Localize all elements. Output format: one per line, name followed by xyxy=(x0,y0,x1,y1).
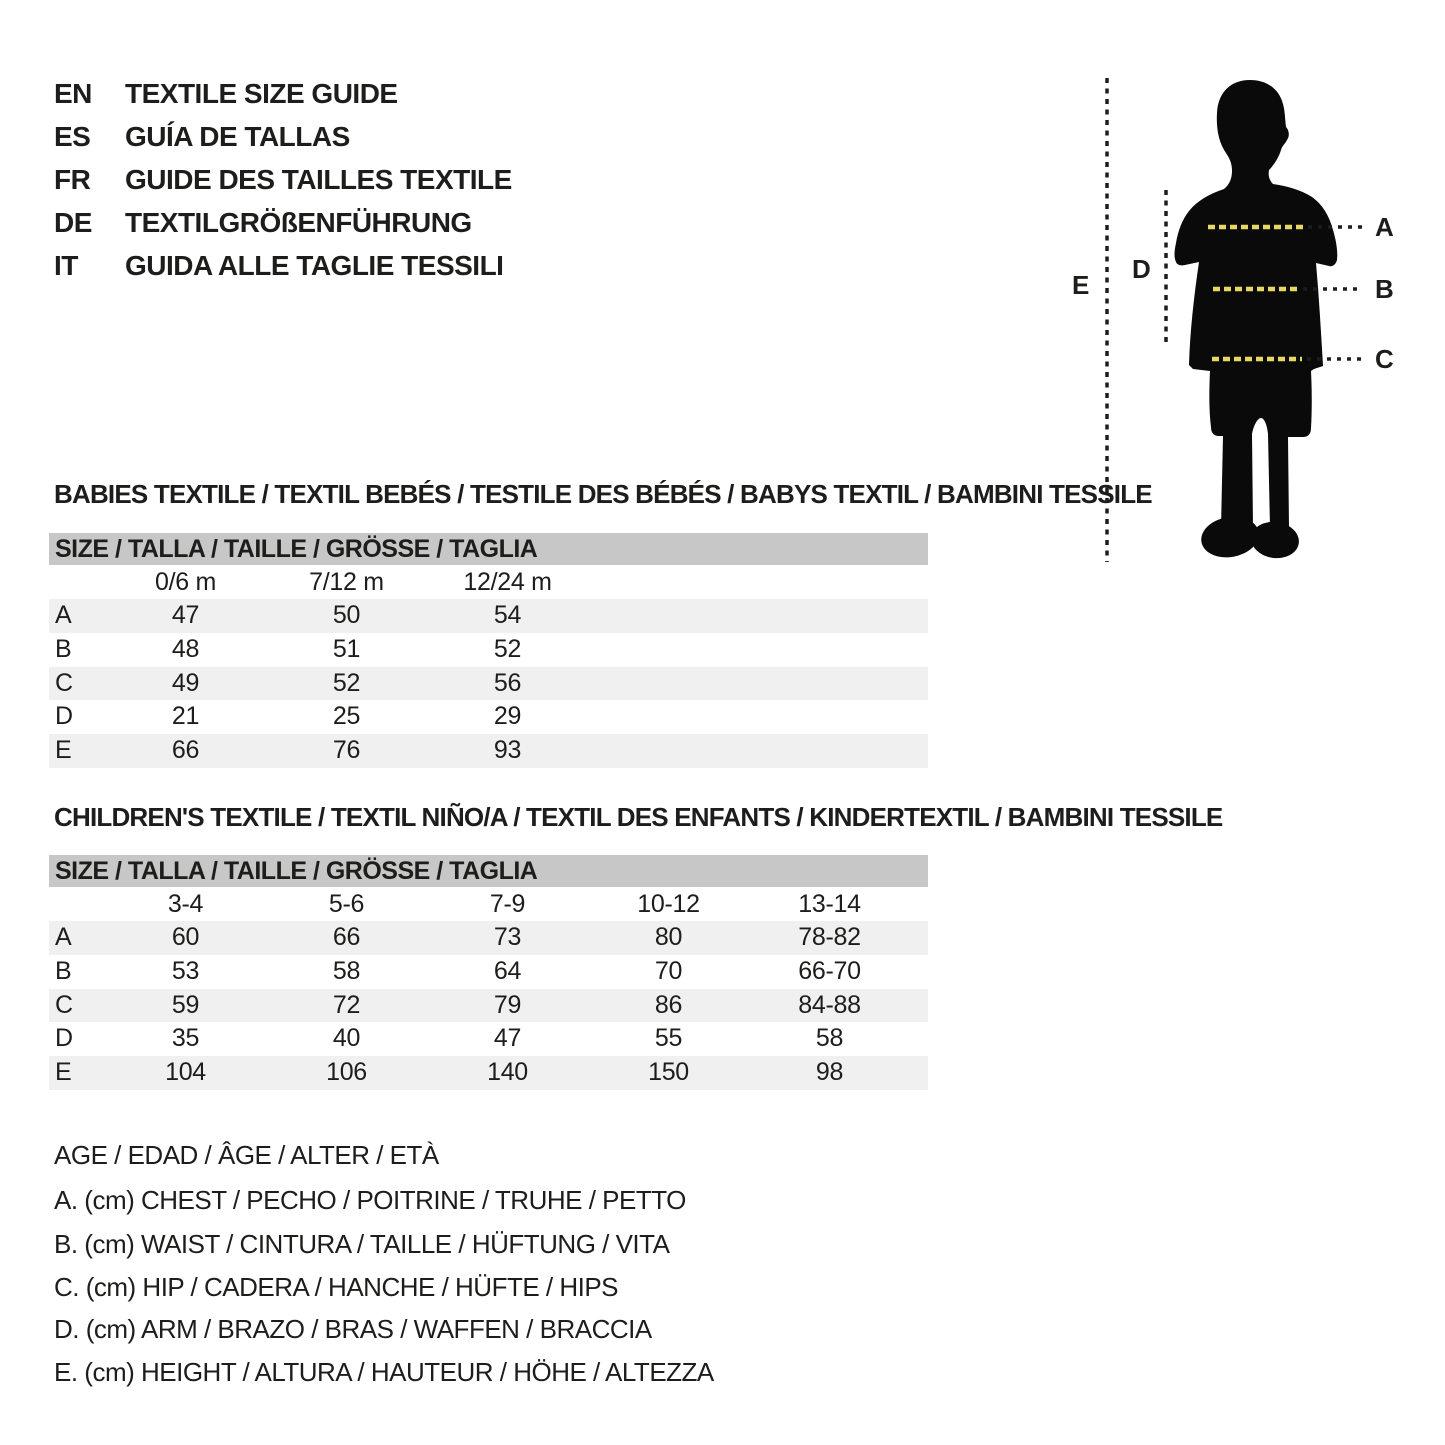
lang-title: GUIDE DES TAILLES TEXTILE xyxy=(125,164,512,195)
children-size-header-bar: SIZE / TALLA / TAILLE / GRÖSSE / TAGLIA xyxy=(49,855,928,887)
children-table-body xyxy=(49,921,928,1090)
column-header: 12/24 m xyxy=(463,568,552,596)
cell: 70 xyxy=(654,956,683,985)
column-header: 7/12 m xyxy=(309,568,384,596)
corner-cell xyxy=(49,888,105,921)
cell: 84-88 xyxy=(798,990,861,1019)
cell: 72 xyxy=(332,990,361,1019)
column-header: 10-12 xyxy=(637,890,700,918)
lang-row-it xyxy=(54,248,503,284)
measurement-figure xyxy=(1060,60,1445,600)
cell: 29 xyxy=(493,702,522,731)
child-silhouette-icon xyxy=(1175,80,1338,528)
row-label: A xyxy=(55,923,72,951)
cell: 52 xyxy=(493,634,522,663)
cell: 47 xyxy=(171,601,200,629)
legend-line-e-height: E. (cm) HEIGHT / ALTURA / HAUTEUR / HÖHE / ALTEZZA xyxy=(54,1357,714,1387)
lang-title: GUIDA ALLE TAGLIE TESSILI xyxy=(125,250,504,281)
table-row xyxy=(49,1056,928,1090)
children-section-heading: CHILDREN'S TEXTILE / TEXTIL NIÑO/A / TEXTIL DES ENFANTS / KINDERTEXTIL / BAMBINI TESSILE xyxy=(54,802,1223,832)
cell: 25 xyxy=(332,702,361,731)
child-shoe-right-icon xyxy=(1249,519,1302,561)
lang-title: TEXTILGRÖßENFÜHRUNG xyxy=(125,207,472,238)
legend-line-d-arm: D. (cm) ARM / BRAZO / BRAS / WAFFEN / BRACCIA xyxy=(54,1314,652,1344)
row-label: C xyxy=(55,668,73,697)
table-row xyxy=(49,921,928,955)
table-row xyxy=(49,989,928,1023)
cell: 58 xyxy=(815,1024,844,1053)
cell: 86 xyxy=(654,990,683,1019)
legend-line-a-chest: A. (cm) CHEST / PECHO / POITRINE / TRUHE / PETTO xyxy=(54,1185,686,1215)
row-label: A xyxy=(55,601,72,629)
cell: 140 xyxy=(487,1058,528,1087)
lang-code: DE xyxy=(54,207,92,238)
cell: 56 xyxy=(493,668,522,697)
row-label: B xyxy=(55,634,72,663)
cell: 80 xyxy=(654,923,683,951)
figure-label-e: E xyxy=(1072,270,1090,300)
children-column-header-row xyxy=(49,888,928,921)
cell: 55 xyxy=(654,1024,683,1053)
cell: 106 xyxy=(326,1058,367,1087)
row-label: C xyxy=(55,990,73,1019)
cell: 53 xyxy=(171,956,200,985)
table-row xyxy=(49,667,928,701)
column-header: 5-6 xyxy=(328,890,365,918)
legend-line-c-hip: C. (cm) HIP / CADERA / HANCHE / HÜFTE / HIPS xyxy=(54,1272,619,1302)
lang-row-en xyxy=(54,76,398,112)
legend-line-age: AGE / EDAD / ÂGE / ALTER / ETÀ xyxy=(54,1140,439,1170)
lang-code: EN xyxy=(54,78,92,109)
figure-label-d: D xyxy=(1132,254,1151,284)
lang-code: FR xyxy=(54,164,91,195)
cell: 79 xyxy=(493,990,522,1019)
cell: 60 xyxy=(171,923,200,951)
row-label: D xyxy=(55,702,73,731)
column-header: 3-4 xyxy=(167,890,204,918)
table-row xyxy=(49,633,928,667)
lang-row-fr xyxy=(54,162,512,198)
cell: 66-70 xyxy=(798,956,861,985)
cell: 47 xyxy=(493,1024,522,1053)
cell: 73 xyxy=(493,923,522,951)
table-row xyxy=(49,700,928,734)
row-label: D xyxy=(55,1024,73,1053)
babies-table-body xyxy=(49,599,928,768)
corner-cell xyxy=(49,566,105,599)
table-row xyxy=(49,1022,928,1056)
cell: 21 xyxy=(171,702,200,731)
babies-column-header-row xyxy=(49,566,928,599)
cell: 78-82 xyxy=(798,923,861,951)
lang-code: ES xyxy=(54,121,91,152)
cell: 50 xyxy=(332,601,361,629)
cell: 59 xyxy=(171,990,200,1019)
figure-label-a: A xyxy=(1375,212,1394,242)
babies-section-heading: BABIES TEXTILE / TEXTIL BEBÉS / TESTILE DES BÉBÉS / BABYS TEXTIL / BAMBINI TESSILE xyxy=(54,479,1152,509)
cell: 76 xyxy=(332,736,361,765)
cell: 40 xyxy=(332,1024,361,1053)
cell: 54 xyxy=(493,601,522,629)
column-header: 7-9 xyxy=(489,890,526,918)
lang-title: GUÍA DE TALLAS xyxy=(125,121,350,152)
cell: 98 xyxy=(815,1058,844,1087)
table-row xyxy=(49,734,928,768)
cell: 49 xyxy=(171,668,200,697)
cell: 93 xyxy=(493,736,522,765)
lang-row-es xyxy=(54,119,350,155)
row-label: B xyxy=(55,956,72,985)
cell: 48 xyxy=(171,634,200,663)
row-label: E xyxy=(55,736,72,765)
cell: 150 xyxy=(648,1058,689,1087)
row-label: E xyxy=(55,1058,72,1087)
cell: 104 xyxy=(165,1058,206,1087)
cell: 35 xyxy=(171,1024,200,1053)
table-row xyxy=(49,955,928,989)
cell: 58 xyxy=(332,956,361,985)
lang-code: IT xyxy=(54,250,78,281)
cell: 66 xyxy=(332,923,361,951)
lang-row-de xyxy=(54,205,472,241)
cell: 64 xyxy=(493,956,522,985)
table-row xyxy=(49,599,928,633)
cell: 51 xyxy=(332,634,361,663)
babies-size-header-bar: SIZE / TALLA / TAILLE / GRÖSSE / TAGLIA xyxy=(49,533,928,565)
cell: 52 xyxy=(332,668,361,697)
legend-line-b-waist: B. (cm) WAIST / CINTURA / TAILLE / HÜFTUNG / VITA xyxy=(54,1229,670,1259)
cell: 66 xyxy=(171,736,200,765)
column-header: 0/6 m xyxy=(154,568,217,596)
column-header: 13-14 xyxy=(798,890,861,918)
figure-label-b: B xyxy=(1375,274,1394,304)
figure-label-c: C xyxy=(1375,344,1394,374)
lang-title: TEXTILE SIZE GUIDE xyxy=(125,78,398,109)
